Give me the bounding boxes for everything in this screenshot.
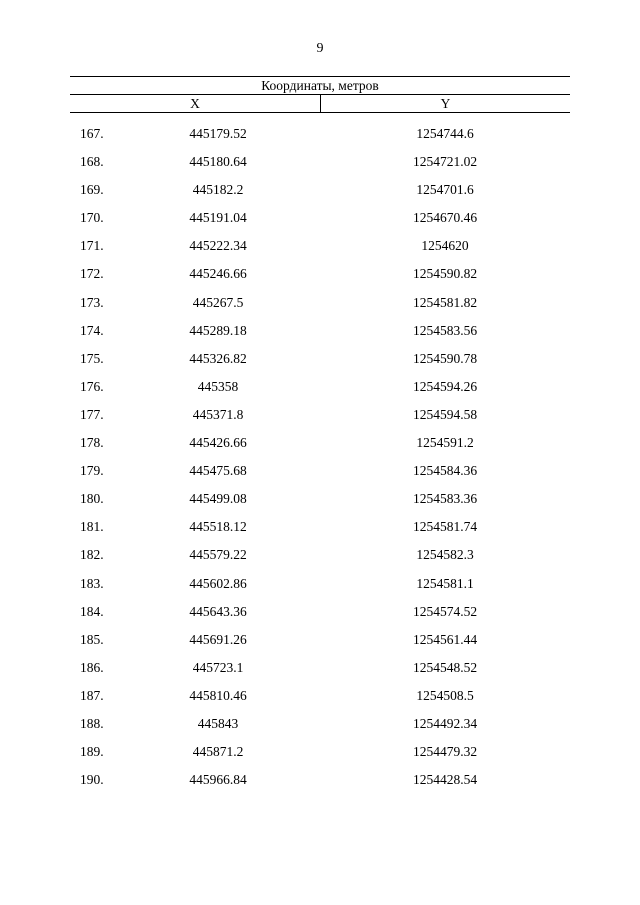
table-row: [70, 293, 570, 321]
table-row: [70, 349, 570, 377]
point-number: 181.: [80, 519, 104, 535]
point-number: 187.: [80, 687, 104, 703]
y-coordinate: 1254701.6: [416, 182, 474, 198]
table-row: [70, 433, 570, 461]
x-coordinate: 445289.18: [189, 322, 247, 338]
x-coordinate: 445191.04: [189, 210, 247, 226]
y-coordinate: 1254670.46: [412, 210, 478, 226]
point-number: 178.: [80, 435, 104, 451]
y-coordinate: 1254590.78: [412, 350, 478, 366]
table-row: [70, 602, 570, 630]
x-coordinate: 445871.2: [192, 744, 244, 760]
y-coordinate: 1254583.36: [412, 491, 478, 507]
point-number: 168.: [80, 154, 104, 170]
y-coordinate: 1254574.52: [412, 603, 478, 619]
x-coordinate: 445691.26: [189, 631, 247, 647]
point-number: 174.: [80, 322, 104, 338]
x-coordinate: 445326.82: [189, 350, 247, 366]
y-coordinate: 1254584.36: [412, 463, 478, 479]
y-coordinate: 1254479.32: [412, 744, 478, 760]
x-coordinate: 445222.34: [189, 238, 247, 254]
table-row: [70, 489, 570, 517]
table-row: [70, 264, 570, 292]
header-columns: [70, 95, 570, 112]
table-row: [70, 658, 570, 686]
header-title: Координаты, метров: [261, 78, 379, 93]
point-number: 172.: [80, 266, 104, 282]
y-coordinate: 1254508.5: [416, 687, 474, 703]
x-coordinate: 445267.5: [192, 294, 244, 310]
x-coordinate: 445371.8: [192, 406, 244, 422]
y-coordinate: 1254548.52: [412, 659, 478, 675]
x-coordinate: 445182.2: [192, 182, 244, 198]
y-coordinate: 1254721.02: [412, 154, 478, 170]
page-number: 9: [316, 41, 324, 56]
y-coordinate: 1254590.82: [412, 266, 478, 282]
point-number: 169.: [80, 182, 104, 198]
x-coordinate: 445179.52: [189, 126, 247, 141]
table-row: [70, 405, 570, 433]
table-row: [70, 686, 570, 714]
point-number: 189.: [80, 744, 104, 760]
y-coordinate: 1254594.58: [412, 406, 478, 422]
column-header-x: X: [70, 95, 321, 112]
table-row: [70, 517, 570, 545]
table-row: [70, 630, 570, 658]
table-row: [70, 377, 570, 405]
table-row: [70, 742, 570, 770]
table-row: [70, 180, 570, 208]
point-number: 183.: [80, 575, 104, 591]
y-coordinate: 1254581.74: [412, 519, 478, 535]
point-number: 186.: [80, 659, 104, 675]
table-row: [70, 236, 570, 264]
y-coordinate: 1254581.1: [416, 575, 474, 591]
point-number: 185.: [80, 631, 104, 647]
y-coordinate: 1254581.82: [412, 294, 478, 310]
x-coordinate: 445358: [197, 378, 239, 394]
table-row: [70, 124, 570, 152]
coordinates-table-body: [70, 124, 570, 798]
table-row: [70, 545, 570, 573]
x-coordinate: 445518.12: [189, 519, 247, 535]
table-row: [70, 461, 570, 489]
x-coordinate: 445475.68: [189, 463, 247, 479]
point-number: 170.: [80, 210, 104, 226]
x-coordinate: 445579.22: [189, 547, 247, 563]
table-row: [70, 574, 570, 602]
table-row: [70, 321, 570, 349]
point-number: 175.: [80, 350, 104, 366]
point-number: 184.: [80, 603, 104, 619]
x-coordinate: 445810.46: [189, 687, 247, 703]
point-number: 182.: [80, 547, 104, 563]
column-header-y: Y: [440, 96, 451, 111]
x-coordinate: 445426.66: [189, 435, 247, 451]
x-coordinate: 445246.66: [189, 266, 247, 282]
y-coordinate: 1254620: [421, 238, 469, 254]
y-coordinate: 1254561.44: [412, 631, 478, 647]
y-coordinate: 1254492.34: [412, 715, 478, 731]
point-number: 177.: [80, 406, 104, 422]
x-coordinate: 445180.64: [189, 154, 247, 170]
point-number: 179.: [80, 463, 104, 479]
x-coordinate: 445723.1: [192, 659, 244, 675]
y-coordinate: 1254583.56: [412, 322, 478, 338]
point-number: 167.: [80, 126, 104, 141]
y-coordinate: 1254591.2: [416, 435, 474, 451]
point-number: 188.: [80, 715, 104, 731]
x-coordinate: 445499.08: [189, 491, 247, 507]
point-number: 190.: [80, 772, 104, 788]
y-coordinate: 1254744.6: [416, 126, 474, 141]
x-coordinate: 445602.86: [189, 575, 247, 591]
y-coordinate: 1254428.54: [412, 772, 478, 788]
point-number: 180.: [80, 491, 104, 507]
coordinates-table-header: [70, 76, 570, 113]
point-number: 171.: [80, 238, 104, 254]
x-coordinate: 445843: [197, 715, 239, 731]
x-coordinate: 445966.84: [189, 772, 247, 788]
table-row: [70, 208, 570, 236]
y-coordinate: 1254582.3: [416, 547, 474, 563]
y-coordinate: 1254594.26: [412, 378, 478, 394]
table-row: [70, 770, 570, 798]
point-number: 173.: [80, 294, 104, 310]
header-bottom-rule: [70, 112, 570, 113]
table-row: [70, 714, 570, 742]
x-coordinate: 445643.36: [189, 603, 247, 619]
table-row: [70, 152, 570, 180]
point-number: 176.: [80, 378, 104, 394]
